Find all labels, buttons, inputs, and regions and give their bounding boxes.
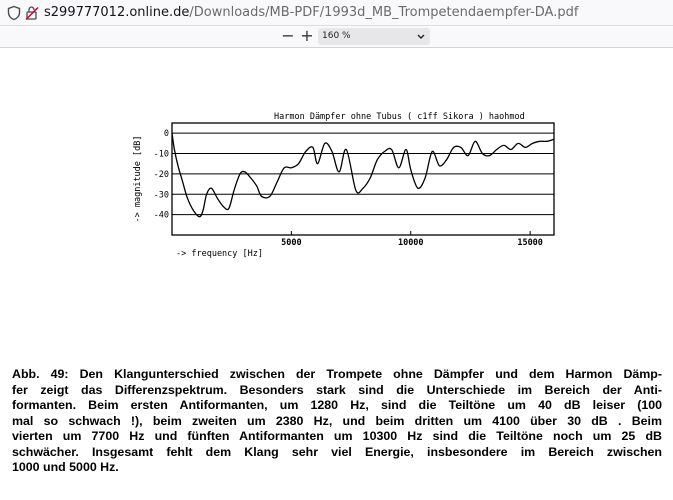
caption-line: Abb. 49: Den Klangunterschied zwischen der Trompete ohne Dämpfer und dem Harmon Dämp- — [12, 367, 662, 381]
caption-line: vierten um 7700 Hz und fünften Antiformanten um 10300 Hz sind die Teiltöne noch um 25 dB — [12, 429, 662, 443]
url-text[interactable] — [44, 5, 578, 21]
insecure-page-icon[interactable] — [24, 5, 40, 21]
plot-frame — [172, 123, 554, 235]
x-tick-label: 15000 — [517, 238, 543, 248]
y-tick-label: -30 — [153, 190, 169, 201]
url-path: /Downloads/MB-PDF/1993d_MB_Trompetendaempfer-DA.pdf — [189, 5, 579, 20]
pdf-toolbar — [0, 26, 673, 48]
figure-caption — [12, 367, 662, 476]
difference-spectrum-line — [172, 133, 554, 217]
caption-line: mal so schwach !), beim zweiten um 2380 Hz, und beim dritten um 4100 über 30 dB . Beim — [12, 413, 662, 428]
y-axis-label: -> magnitude [dB] — [133, 135, 143, 223]
shield-icon[interactable] — [6, 5, 22, 21]
caption-line: formanten. Beim ersten Antiformanten, um 1280 Hz, sind die Teiltöne um 40 dB leiser (100 — [12, 398, 662, 412]
url-host: s299777012.online.de — [44, 5, 190, 20]
x-tick-label: 10000 — [397, 238, 424, 248]
zoom-select[interactable] — [318, 28, 430, 45]
x-axis-label: -> frequency [Hz] — [176, 249, 263, 259]
y-tick-label: 0 — [163, 129, 169, 140]
y-tick-label: -40 — [153, 210, 169, 221]
zoom-in-button[interactable]: + — [300, 26, 314, 45]
chart-title: Harmon Dämpfer ohne Tubus ( c1ff Sikora ) haohmod — [274, 112, 525, 122]
caption-line: 1000 und 5000 Hz. — [12, 460, 119, 474]
caption-line: schwächer. Insgesamt fehlt dem Klang sehr viel Energie, insbesondere im Bereich zwischen — [12, 444, 662, 459]
zoom-out-button[interactable]: − — [281, 26, 295, 45]
x-tick-label: 5000 — [281, 238, 302, 248]
y-tick-label: -10 — [153, 149, 169, 160]
caption-line: fer zeigt das Differenzspektrum. Besonders stark sind die Unterschiede im Bereich der Anti- — [12, 382, 662, 397]
frequency-chart — [120, 118, 565, 263]
address-bar[interactable] — [0, 0, 673, 26]
chevron-down-icon — [417, 28, 425, 45]
y-tick-label: -20 — [153, 169, 169, 180]
zoom-value: 160 % — [322, 31, 351, 41]
